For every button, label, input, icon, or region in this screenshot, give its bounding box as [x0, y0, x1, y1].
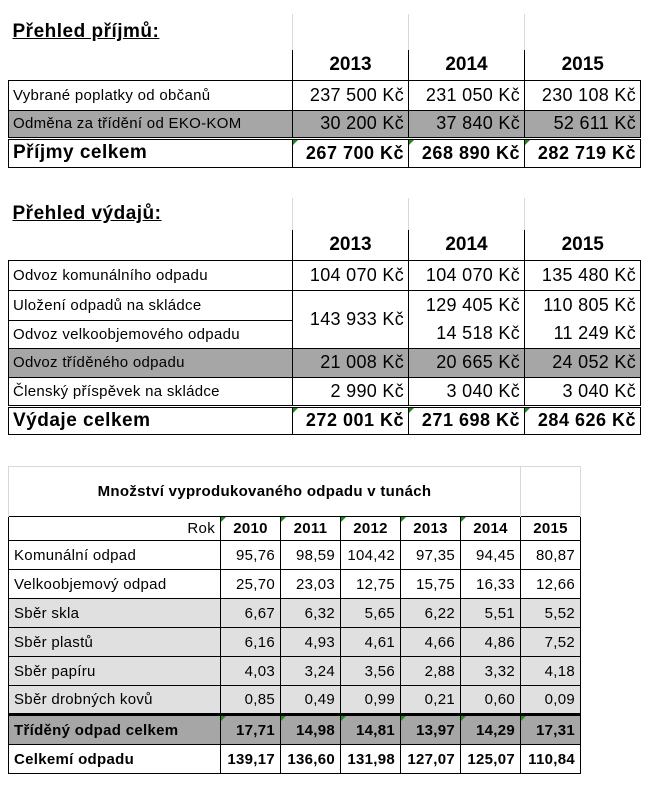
value-cell: 3,32 — [461, 657, 521, 686]
value-cell: 4,66 — [401, 628, 461, 657]
row-label: Sběr papíru — [9, 657, 221, 686]
value-cell: 7,52 — [521, 628, 581, 657]
value-cell: 12,66 — [521, 570, 581, 599]
value-cell: 80,87 — [521, 541, 581, 570]
value-cell: 2 990 Kč — [293, 377, 409, 406]
income-row — [9, 110, 641, 138]
year-header: 2014 — [409, 50, 525, 80]
year-header: 2011 — [281, 517, 341, 541]
value-cell: 4,18 — [521, 657, 581, 686]
year-axis-label: Rok — [9, 517, 221, 541]
expense-row — [9, 348, 641, 377]
total-value: 272 001 Kč — [293, 406, 409, 434]
year-header: 2013 — [293, 50, 409, 80]
expenses-total-row — [9, 406, 641, 434]
waste-row — [9, 570, 581, 599]
value-cell: 17,31 — [521, 715, 581, 745]
row-label: Celkemí odpadu — [9, 745, 221, 774]
row-label: Odvoz velkoobjemového odpadu — [9, 320, 293, 348]
value-cell: 127,07 — [401, 745, 461, 774]
value-cell: 5,52 — [521, 599, 581, 628]
value-cell: 0,60 — [461, 686, 521, 715]
expense-row — [9, 377, 641, 406]
value-cell: 11 249 Kč — [525, 320, 641, 348]
value-cell: 30 200 Kč — [293, 110, 409, 138]
value-cell: 4,61 — [341, 628, 401, 657]
expense-row — [9, 260, 641, 290]
value-cell: 136,60 — [281, 745, 341, 774]
value-cell: 110,84 — [521, 745, 581, 774]
waste-row — [9, 628, 581, 657]
value-cell: 0,09 — [521, 686, 581, 715]
value-cell: 52 611 Kč — [525, 110, 641, 138]
expenses-years-row — [9, 230, 641, 260]
total-value: 284 626 Kč — [525, 406, 641, 434]
expenses-table — [8, 198, 641, 435]
value-cell: 12,75 — [341, 570, 401, 599]
value-cell: 231 050 Kč — [409, 80, 525, 110]
income-row — [9, 80, 641, 110]
value-cell: 24 052 Kč — [525, 348, 641, 377]
row-label: Odměna za třídění od EKO-KOM — [9, 110, 293, 138]
value-cell: 14,81 — [341, 715, 401, 745]
value-cell: 13,97 — [401, 715, 461, 745]
value-cell: 2,88 — [401, 657, 461, 686]
value-cell: 5,65 — [341, 599, 401, 628]
year-header: 2012 — [341, 517, 401, 541]
total-value: 267 700 Kč — [293, 138, 409, 167]
waste-row — [9, 657, 581, 686]
value-cell: 14 518 Kč — [409, 320, 525, 348]
income-table — [8, 14, 641, 168]
total-label: Příjmy celkem — [9, 138, 293, 167]
row-label: Uložení odpadů na skládce — [9, 290, 293, 320]
waste-table — [8, 466, 581, 774]
total-label: Výdaje celkem — [9, 406, 293, 434]
value-cell: 3,56 — [341, 657, 401, 686]
value-cell: 25,70 — [221, 570, 281, 599]
value-cell: 237 500 Kč — [293, 80, 409, 110]
year-header: 2013 — [401, 517, 461, 541]
waste-header-row — [9, 517, 581, 541]
total-value: 282 719 Kč — [525, 138, 641, 167]
value-cell: 15,75 — [401, 570, 461, 599]
value-cell: 129 405 Kč — [409, 290, 525, 320]
row-label: Tříděný odpad celkem — [9, 715, 221, 745]
row-label: Odvoz komunálního odpadu — [9, 260, 293, 290]
year-header: 2014 — [409, 230, 525, 260]
value-cell: 0,85 — [221, 686, 281, 715]
row-label: Velkoobjemový odpad — [9, 570, 221, 599]
value-cell: 6,67 — [221, 599, 281, 628]
value-cell: 97,35 — [401, 541, 461, 570]
expenses-title: Přehled výdajů: — [12, 203, 162, 224]
value-cell: 14,98 — [281, 715, 341, 745]
value-cell: 6,32 — [281, 599, 341, 628]
value-cell: 131,98 — [341, 745, 401, 774]
year-header: 2013 — [293, 230, 409, 260]
value-cell: 20 665 Kč — [409, 348, 525, 377]
value-cell: 3 040 Kč — [525, 377, 641, 406]
waste-row — [9, 686, 581, 715]
value-cell: 95,76 — [221, 541, 281, 570]
value-cell: 3 040 Kč — [409, 377, 525, 406]
value-cell: 4,93 — [281, 628, 341, 657]
value-cell: 4,86 — [461, 628, 521, 657]
value-cell: 14,29 — [461, 715, 521, 745]
row-label: Sběr skla — [9, 599, 221, 628]
value-cell: 23,03 — [281, 570, 341, 599]
year-header: 2015 — [521, 517, 581, 541]
value-cell: 37 840 Kč — [409, 110, 525, 138]
row-label: Komunální odpad — [9, 541, 221, 570]
value-cell: 104 070 Kč — [409, 260, 525, 290]
waste-title: Množství vyprodukovaného odpadu v tunách — [9, 467, 521, 517]
value-cell: 94,45 — [461, 541, 521, 570]
value-cell: 125,07 — [461, 745, 521, 774]
value-cell: 0,99 — [341, 686, 401, 715]
row-label: Vybrané poplatky od občanů — [9, 80, 293, 110]
value-cell: 110 805 Kč — [525, 290, 641, 320]
year-header: 2015 — [525, 50, 641, 80]
income-years-row — [9, 50, 641, 80]
merged-value-cell: 143 933 Kč — [293, 290, 409, 348]
value-cell: 0,21 — [401, 686, 461, 715]
value-cell: 98,59 — [281, 541, 341, 570]
value-cell: 104 070 Kč — [293, 260, 409, 290]
waste-grand-total-row — [9, 745, 581, 774]
waste-row — [9, 541, 581, 570]
total-value: 268 890 Kč — [409, 138, 525, 167]
row-label: Členský příspěvek na skládce — [9, 377, 293, 406]
value-cell: 230 108 Kč — [525, 80, 641, 110]
year-header: 2015 — [525, 230, 641, 260]
value-cell: 4,03 — [221, 657, 281, 686]
value-cell: 139,17 — [221, 745, 281, 774]
income-total-row — [9, 138, 641, 167]
waste-sorted-total-row — [9, 715, 581, 745]
income-title: Přehled příjmů: — [12, 21, 160, 42]
value-cell: 16,33 — [461, 570, 521, 599]
value-cell: 6,16 — [221, 628, 281, 657]
year-header: 2010 — [221, 517, 281, 541]
row-label: Odvoz tříděného odpadu — [9, 348, 293, 377]
value-cell: 17,71 — [221, 715, 281, 745]
value-cell: 3,24 — [281, 657, 341, 686]
value-cell: 21 008 Kč — [293, 348, 409, 377]
row-label: Sběr drobných kovů — [9, 686, 221, 715]
year-header: 2014 — [461, 517, 521, 541]
value-cell: 6,22 — [401, 599, 461, 628]
value-cell: 135 480 Kč — [525, 260, 641, 290]
total-value: 271 698 Kč — [409, 406, 525, 434]
expense-row — [9, 290, 641, 320]
value-cell: 0,49 — [281, 686, 341, 715]
row-label: Sběr plastů — [9, 628, 221, 657]
value-cell: 104,42 — [341, 541, 401, 570]
value-cell: 5,51 — [461, 599, 521, 628]
waste-row — [9, 599, 581, 628]
